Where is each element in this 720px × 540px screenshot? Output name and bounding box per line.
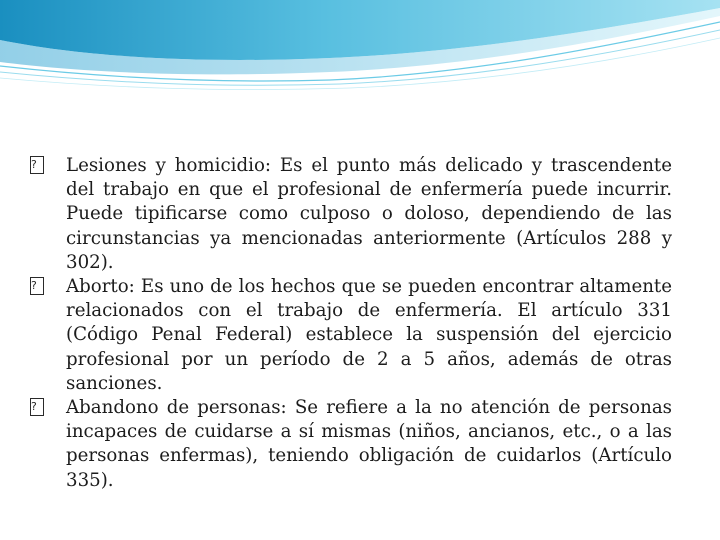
bullet-item: [30, 154, 672, 275]
replacement-glyph-icon: ?: [30, 156, 44, 174]
replacement-glyph-icon: ?: [30, 277, 44, 295]
bullet-text: Aborto: Es uno de los hechos que se pueden encontrar altamente relacionados con el trabajo de enfermería. El artículo 331 (Código Penal Federal) establece la suspensión del ejercicio profesional por un período de 2 a 5 años, además de otras sanciones.: [66, 276, 672, 394]
header-wave-decoration: [0, 0, 720, 100]
replacement-glyph-icon: ?: [30, 398, 44, 416]
bullet-text: Lesiones y homicidio: Es el punto más delicado y trascendente del trabajo en que el profesional de enfermería puede incurrir. Puede tipificarse como culposo o doloso, dependiendo de las circunstancias ya mencionadas anteriormente (Artículos 288 y 302).: [66, 155, 672, 273]
bullet-text: Abandono de personas: Se refiere a la no atención de personas incapaces de cuidarse a sí mismas (niños, ancianos, etc., o a las personas enfermas), teniendo obligación de cuidarlos (Artículo 335).: [66, 397, 672, 491]
bullet-item: [30, 275, 672, 396]
bullet-list: [30, 154, 672, 493]
bullet-item: [30, 396, 672, 493]
